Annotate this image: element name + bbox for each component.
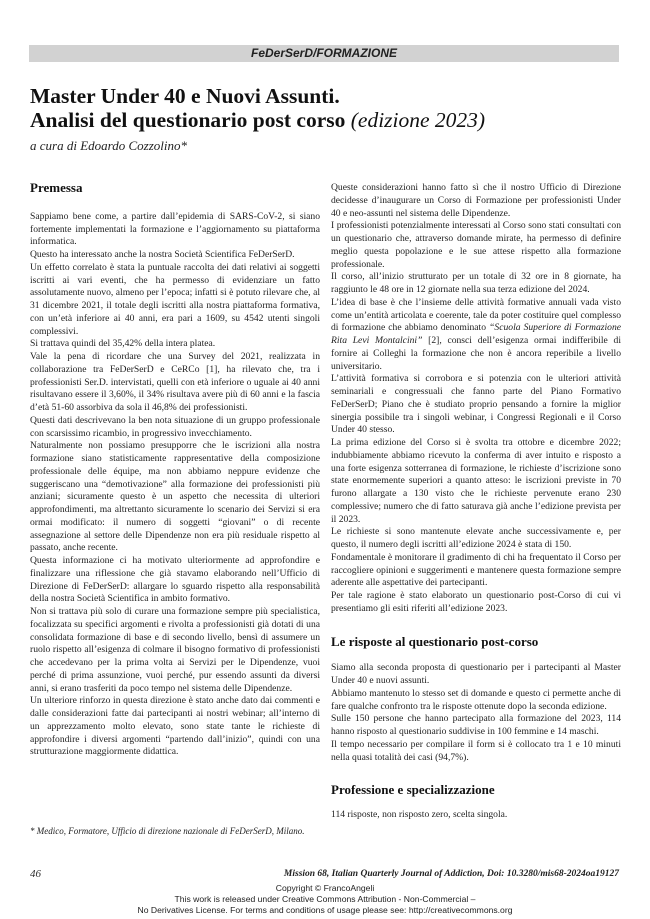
paragraph: 114 risposte, non risposto zero, scelta singola. [331,809,508,820]
paragraph: L’attività formativa si corrobora e si potenzia con le ulteriori attività seminariali e congressuali che fanno parte del Piano Formativo FeDerSerD; Piano che è studiato proprio pensando a fornire la miglior sinergia possibile tra i singoli webinar, i Congressi Regionali e il Corso Under 40 stesso. [331,373,621,436]
paragraph: Queste considerazioni hanno fatto sì che il nostro Ufficio di Direzione decidesse d’inaugurare un Corso di Formazione per professionisti Under 40 e neo-assunti nel sistema delle Dipendenze. [331,182,621,219]
paragraph: Fondamentale è monitorare il gradimento di chi ha frequentato il Corso per raccogliere opinioni e suggerimenti e mantenere questa formazione sempre aderente alle aspettative dei partecipanti. [331,551,621,589]
license-line: No Derivatives License. For terms and conditions of usage please see: http://creativecommons.org [137,905,513,915]
paragraph: Per tale ragione è stato elaborato un questionario post-Corso di cui vi presentiamo gli esiti riferiti all’edizione 2023. [331,590,621,614]
page-number: 46 [30,868,41,880]
article-title-edition: (edizione 2023) [345,108,486,132]
article-authors: a cura di Edoardo Cozzolino* [30,138,187,153]
left-column [30,182,320,759]
journal-citation: Mission 68, Italian Quarterly Journal of Addiction, Doi: 10.3280/mis68-2024oa19127 [283,869,619,879]
section-title-professione: Professione e specializzazione [331,782,495,798]
paragraph: Le richieste si sono mantenute elevate anche successivamente e, per questo, il numero degli iscritti all’edizione 2024 è stata di 150. [331,526,621,550]
paragraph [331,297,621,374]
paragraph: Vale la pena di ricordare che una Survey del 2021, realizzata in collaborazione tra FeDerSerD e CeRCo [1], ha rilevato che, tra i professionisti Ser.D. intervistati, quelli con età inferiore o uguale ai 40 anni risultavano essere il 3,60%, il 34% risultava avere più di 60 anni e la fascia d’età 51-60 assorbiva da sola il 46,8% dei professionisti. [30,351,320,413]
section-header: FeDerSerD/FORMAZIONE [29,45,619,62]
paragraph: Un ulteriore rinforzo in questa direzione è stato anche dato dai commenti e dalle considerazioni fatte dai partecipanti ai nostri webinar; all’interno di un apprezzamento molto elevato, sono state tante le richieste di approfondire i diversi argomenti “partendo dall’inizio”, quindi con una strutturazione maggiormente didattica. [30,695,320,758]
paragraph: Il corso, all’inizio strutturato per un totale di 32 ore in 8 giornate, ha raggiunto le 48 ore in 12 giornate nella sua terza edizione del 2024. [331,271,621,295]
section-title-premessa: Premessa [30,180,83,195]
paragraph: Naturalmente non possiamo presupporre che le iscrizioni alla nostra formazione siano statisticamente rappresentative della composizione professionale delle équipe, ma non abbiamo neppure evidenze che suggeriscano una “demotivazione” alla formazione dei professionisti più anziani; sicuramente questo è un aspetto che necessita di ulteriori approfondimenti, ma altrettanto sicuramente lo scenario dei Servizi si era ormai modificato: il numero di soggetti “giovani” o di recente assegnazione al settore delle Dipendenze non era più residuale rispetto al passato, anche recente. [30,440,320,554]
author-footnote: * Medico, Formatore, Ufficio di direzione nazionale di FeDerSerD, Milano. [30,826,305,836]
paragraph: Sappiamo bene come, a partire dall’epidemia di SARS-CoV-2, si siano fortemente implementati la formazione e l’aggiornamento su piattaforma informatica. [30,210,320,248]
article-title-line2 [30,108,485,132]
paragraph: Non si trattava più solo di curare una formazione sempre più specialistica, focalizzata su specifici argomenti e rivolta a professionisti già dotati di una consolidata formazione di base e di secondo livello, bensì di assumere un ruolo rispetto all’esigenza di colmare il bisogno formativo di professionisti che accedevano per la prima volta ai Servizi per le Dipendenze, vuoi perché di prima assunzione, vuoi perché, pur essendo assunti da diversi anni, si erano trasferiti da poco tempo nel sistema delle Dipendenze. [30,606,320,694]
school-name: “Scuola Superiore di Formazione Rita Levi Montalcini” [331,322,622,346]
right-column [331,182,621,822]
article-title-line1: Master Under 40 e Nuovi Assunti. [30,84,340,108]
copyright-notice [0,883,650,916]
license-line: This work is released under Creative Commons Attribution - Non-Commercial – [174,894,476,904]
paragraph: Un effetto correlato è stata la puntuale raccolta dei dati relativi ai soggetti iscritti ai vari eventi, che ha permesso di evidenziare un fatto assolutamente nuovo, almeno per l’epoca; infatti si è potuto rilevare che, al 31 dicembre 2021, il totale degli iscritti alla nostra piattaforma formativa, con un’età inferiore ai 40 anni, era pari a 1609, su 4542 utenti singoli complessivi. [30,261,320,337]
paragraph: Questi dati descrivevano la ben nota situazione di un gruppo professionale con scarsissimo ricambio, in progressivo invecchiamento. [30,414,320,439]
paragraph-text: [2], consci dell’esigenza ormai indifferibile di fornire ai Colleghi la formazione che non è ancora reperibile a livello universitario. [331,335,621,372]
paragraph: Sulle 150 persone che hanno partecipato alla formazione del 2023, 114 hanno risposto al questionario suddivise in 100 femmine e 14 maschi. [331,713,621,737]
paragraph: Si trattava quindi del 35,42% della intera platea. [30,338,216,350]
article-title-main: Analisi del questionario post corso [30,108,346,132]
paragraph-text: L’idea di base è che l’insieme delle attività formative annuali vada visto come un’entità articolata e coerente, tale da poter costituire quel complesso di formazione che abbiamo denominato [331,296,621,334]
paragraph: Abbiamo mantenuto lo stesso set di domande e questo ci permette anche di fare qualche confronto tra le risposte ottenute dopo la seconda edizione. [331,687,621,712]
paragraph: La prima edizione del Corso si è svolta tra ottobre e dicembre 2022; indubbiamente abbiamo ricevuto la conferma di aver intuito e risposto a una forte esigenza sotterranea di formazione, le richieste d’iscrizione sono state enormemente superiori a quanto atteso: le iscrizioni previste in 70 furono allargate a 130 visto che le richieste pervenute erano 230 complessive; numero che di fatto saturava già anche l’edizione prevista per il 2023. [331,437,621,525]
paragraph: I professionisti potenzialmente interessati al Corso sono stati consultati con un questionario che, attraverso domande mirate, ha permesso di definire meglio questa popolazione e le sue attese rispetto alla formazione professionale. [331,220,621,270]
paragraph: Questo ha interessato anche la nostra Società Scientifica FeDerSerD. [30,249,295,260]
paragraph: Siamo alla seconda proposta di questionario per i partecipanti al Master Under 40 e nuovi assunti. [331,662,621,686]
paragraph: Questa informazione ci ha motivato ulteriormente ad approfondire e finalizzare una riflessione che già stavamo elaborando nell’Ufficio di Direzione di FeDerSerD: allargare lo sguardo rispetto alla responsabilità della nostra Società Scientifica in ambito formativo. [30,555,320,605]
section-title-risposte: Le risposte al questionario post-corso [331,633,539,649]
copyright-line: Copyright © FrancoAngeli [275,883,375,893]
paragraph: Il tempo necessario per compilare il form si è collocato tra 1 e 10 minuti nella quasi totalità dei casi (94,7%). [331,738,621,763]
